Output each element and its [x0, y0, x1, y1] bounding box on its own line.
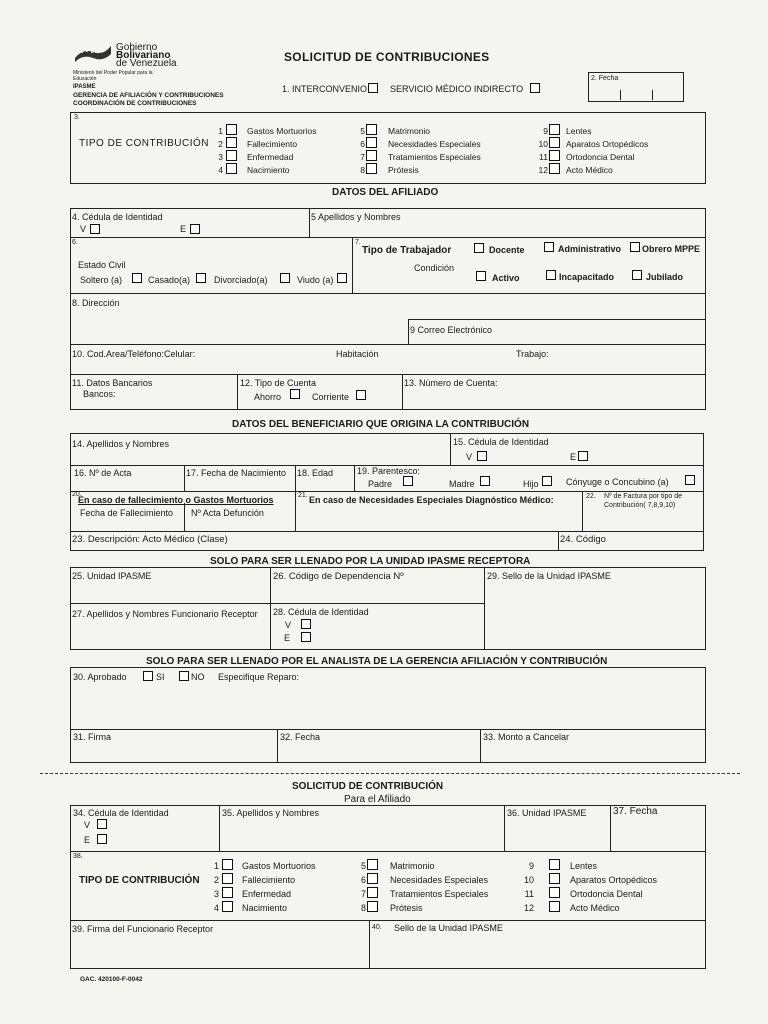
- reparo-label: Especifique Reparo:: [218, 672, 300, 682]
- footer-e-label: E: [84, 835, 91, 845]
- condicion-label: Condición: [414, 263, 455, 273]
- tipo-option-checkbox[interactable]: [549, 887, 560, 898]
- tipo-option-label: Matrimonio: [390, 861, 435, 871]
- unidad-e-label: E: [284, 633, 291, 643]
- tipo-option-number: 1: [213, 861, 219, 871]
- soltero-checkbox[interactable]: [132, 273, 142, 283]
- viudo-label: Viudo (a): [297, 275, 334, 285]
- form-code: GAC. 420100-F-0042: [80, 976, 143, 983]
- field-number: 7.: [355, 239, 361, 246]
- logo-line2: Bolivariano: [116, 50, 171, 61]
- footer-firma-label: 39. Firma del Funcionario Receptor: [72, 924, 214, 934]
- tipo-option-label: Fallecimiento: [247, 139, 298, 149]
- casado-label: Casado(a): [148, 275, 191, 285]
- tipo-option-number: 2: [213, 875, 219, 885]
- tipo-option-checkbox[interactable]: [366, 137, 377, 148]
- tipo-option-label: Aparatos Ortopédicos: [570, 875, 658, 885]
- padre-checkbox[interactable]: [403, 476, 413, 486]
- corriente-label: Corriente: [312, 392, 350, 402]
- footer-title: SOLICITUD DE CONTRIBUCIÓN: [292, 781, 444, 792]
- numero-cuenta-label: 13. Número de Cuenta:: [404, 378, 498, 388]
- tipo-option-number: 7: [360, 152, 365, 162]
- unidad-heading: SOLO PARA SER LLENADO POR LA UNIDAD IPASME RECEPTORA: [210, 556, 531, 567]
- tipo-option-checkbox[interactable]: [367, 859, 378, 870]
- cedula-e-checkbox[interactable]: [190, 224, 200, 234]
- tipo-option-number: 8: [360, 903, 366, 913]
- tipo-contribucion-label: TIPO DE CONTRIBUCIÓN: [79, 138, 210, 149]
- analista-fecha-label: 32. Fecha: [280, 732, 321, 742]
- ministry-name: Ministerio del Poder Popular para la Educación: [73, 70, 153, 82]
- tipo-option-label: Nacimiento: [247, 165, 290, 175]
- dependencia-label: 26. Código de Dependencia Nº: [273, 571, 404, 582]
- codigo-label: 24. Código: [560, 534, 606, 545]
- tipo-option-checkbox[interactable]: [549, 124, 560, 135]
- firma-label: 31. Firma: [73, 732, 112, 742]
- unidad-e-checkbox[interactable]: [301, 632, 311, 642]
- edad-label: 18. Edad: [297, 468, 334, 478]
- tipo-option-label: Tratamientos Especiales: [388, 152, 481, 162]
- ben-e-label: E: [570, 452, 577, 462]
- incapacitado-checkbox[interactable]: [546, 270, 556, 280]
- field-number: 22.: [586, 493, 596, 500]
- footer-cedula-label: 34. Cédula de Identidad: [73, 808, 169, 818]
- divorciado-label: Divorciado(a): [214, 275, 268, 285]
- tipo-option-label: Lentes: [566, 126, 592, 136]
- beneficiario-heading: DATOS DEL BENEFICIARIO QUE ORIGINA LA CONTRIBUCIÓN: [232, 419, 530, 430]
- jubilado-label: Jubilado: [646, 272, 684, 282]
- conyuge-label: Cónyuge o Concubino (a): [566, 477, 669, 487]
- casado-checkbox[interactable]: [196, 273, 206, 283]
- coordinacion-name: COORDINACIÓN DE CONTRIBUCIONES: [73, 100, 197, 107]
- footer-v-label: V: [84, 820, 91, 830]
- gerencia-name: GERENCIA DE AFILIACIÓN Y CONTRIBUCIONES: [73, 92, 224, 99]
- field-number: 40.: [372, 924, 382, 931]
- tipo-cuenta-label: 12. Tipo de Cuenta: [240, 378, 317, 388]
- jubilado-checkbox[interactable]: [632, 270, 642, 280]
- tipo-option-number: 3: [218, 152, 223, 162]
- habitacion-label: Habitación: [336, 349, 379, 359]
- tipo-option-checkbox[interactable]: [367, 873, 378, 884]
- monto-label: 33. Monto a Cancelar: [483, 732, 570, 742]
- tipo-option-number: 8: [360, 165, 365, 175]
- tipo-option-number: 10: [523, 875, 534, 885]
- cedula-label: 4. Cédula de Identidad: [72, 212, 163, 222]
- conyuge-checkbox[interactable]: [685, 475, 695, 485]
- ben-apellidos-label: 14. Apellidos y Nombres: [72, 439, 170, 449]
- tipo-option-checkbox[interactable]: [367, 901, 378, 912]
- field-number: 3.: [74, 114, 80, 121]
- field-number: 21.: [298, 492, 308, 499]
- hijo-checkbox[interactable]: [542, 476, 552, 486]
- tipo-option-label: Acto Médico: [570, 903, 620, 913]
- incapacitado-label: Incapacitado: [559, 272, 615, 282]
- cedula-v-label: V: [80, 224, 87, 234]
- corriente-checkbox[interactable]: [356, 390, 366, 400]
- obrero-checkbox[interactable]: [630, 242, 640, 252]
- tipo-option-number: 10: [538, 139, 548, 149]
- telefono-label: 10. Cod.Area/Teléfono:Celular:: [72, 349, 196, 359]
- logo-line3: de Venezuela: [116, 58, 177, 69]
- aprobado-label: 30. Aprobado: [73, 672, 127, 682]
- tipo-option-checkbox[interactable]: [226, 163, 237, 174]
- tipo-option-label: Necesidades Especiales: [388, 139, 481, 149]
- tipo-option-label: Lentes: [570, 861, 598, 871]
- tipo-option-checkbox[interactable]: [549, 873, 560, 884]
- field-number: 38.: [73, 853, 83, 860]
- afiliado-heading: DATOS DEL AFILIADO: [332, 187, 439, 198]
- administrativo-checkbox[interactable]: [544, 242, 554, 252]
- docente-checkbox[interactable]: [474, 243, 484, 253]
- acta-label: 16. Nº de Acta: [74, 468, 132, 478]
- ahorro-label: Ahorro: [254, 392, 282, 402]
- tipo-option-label: Nacimiento: [242, 903, 288, 913]
- fecha-label: 2. Fecha: [591, 75, 619, 82]
- administrativo-label: Administrativo: [558, 244, 622, 254]
- tipo-option-number: 1: [218, 126, 223, 136]
- tipo-option-number: 6: [360, 139, 365, 149]
- factura-label-1: Nº de Factura por tipo de: [604, 493, 683, 500]
- page-title: SOLICITUD DE CONTRIBUCIONES: [284, 50, 490, 64]
- tipo-option-number: 3: [213, 889, 219, 899]
- estado-civil-label: Estado Civil: [78, 260, 126, 270]
- tipo-option-label: Gastos Mortuorios: [242, 861, 316, 871]
- tipo-option-label: Aparatos Ortopédicos: [566, 139, 649, 149]
- fecha-fallecimiento-label: Fecha de Fallecimiento: [80, 508, 174, 518]
- tipo-option-checkbox[interactable]: [549, 163, 560, 174]
- tipo-option-label: Ortodoncia Dental: [570, 889, 643, 899]
- tipo-option-number: 11: [524, 889, 534, 899]
- footer-tipo-label: TIPO DE CONTRIBUCIÓN: [79, 875, 200, 886]
- ahorro-checkbox[interactable]: [290, 389, 300, 399]
- tipo-option-number: 7: [360, 889, 366, 899]
- footer-subtitle: Para el Afiliado: [344, 794, 411, 805]
- tipo-option-checkbox[interactable]: [549, 137, 560, 148]
- tipo-option-number: 5: [360, 126, 365, 136]
- footer-v-checkbox[interactable]: [97, 819, 107, 829]
- tipo-option-label: Gastos Mortuorios: [247, 126, 317, 136]
- aprobado-si-label: SI: [156, 672, 165, 682]
- interconvenio-label: 1. INTERCONVENIO: [282, 84, 368, 94]
- logo: [73, 44, 113, 62]
- correo-label: 9 Correo Electrónico: [410, 325, 493, 335]
- footer-e-checkbox[interactable]: [97, 834, 107, 844]
- necesidades-label: En caso de Necesidades Especiales Diagnóstico Médico:: [309, 495, 554, 505]
- cut-line: [40, 773, 740, 774]
- tipo-option-checkbox[interactable]: [222, 887, 233, 898]
- tipo-option-label: Necesidades Especiales: [390, 875, 489, 885]
- obrero-label: Obrero MPPE: [642, 244, 701, 254]
- divorciado-checkbox[interactable]: [280, 273, 290, 283]
- activo-label: Activo: [492, 273, 520, 283]
- footer-sello-label: Sello de la Unidad IPASME: [394, 923, 503, 933]
- tipo-option-number: 6: [360, 875, 366, 885]
- padre-label: Padre: [368, 479, 393, 489]
- tipo-option-label: Enfermedad: [247, 152, 294, 162]
- tipo-option-number: 12: [538, 165, 548, 175]
- tipo-option-checkbox[interactable]: [222, 873, 233, 884]
- servicio-medico-checkbox[interactable]: [530, 83, 540, 93]
- tipo-option-checkbox[interactable]: [222, 859, 233, 870]
- direccion-label: 8. Dirección: [72, 298, 120, 308]
- unidad-v-checkbox[interactable]: [301, 619, 311, 629]
- tipo-option-number: 9: [543, 126, 548, 136]
- tipo-option-checkbox[interactable]: [367, 887, 378, 898]
- tipo-option-number: 2: [218, 139, 223, 149]
- afiliado-box: [70, 208, 706, 410]
- tipo-option-label: Matrimonio: [388, 126, 431, 136]
- fallecimiento-label: En caso de fallecimiento o Gastos Mortuorios: [78, 495, 274, 505]
- tipo-option-number: 4: [218, 165, 223, 175]
- cedula-v-checkbox[interactable]: [90, 224, 100, 234]
- tipo-trabajador-label: Tipo de Trabajador: [362, 245, 452, 256]
- madre-checkbox[interactable]: [480, 476, 490, 486]
- docente-label: Docente: [489, 245, 525, 255]
- field-number: 20.: [72, 491, 82, 498]
- tipo-option-label: Tratamientos Especiales: [390, 889, 489, 899]
- logo-line1: Gobierno: [116, 42, 158, 53]
- madre-label: Madre: [449, 479, 475, 489]
- aprobado-no-checkbox[interactable]: [179, 671, 189, 681]
- ben-cedula-label: 15. Cédula de Identidad: [453, 437, 549, 447]
- activo-checkbox[interactable]: [476, 271, 486, 281]
- aprobado-si-checkbox[interactable]: [143, 671, 153, 681]
- apellidos-label: 5 Apellidos y Nombres: [311, 212, 401, 222]
- tipo-option-label: Enfermedad: [242, 889, 292, 899]
- soltero-label: Soltero (a): [80, 275, 123, 285]
- tipo-option-label: Prótesis: [388, 165, 419, 175]
- tipo-option-checkbox[interactable]: [226, 137, 237, 148]
- unidad-v-label: V: [285, 620, 292, 630]
- analista-box: [70, 667, 706, 763]
- footer-apellidos-label: 35. Apellidos y Nombres: [222, 808, 320, 818]
- tipo-option-checkbox[interactable]: [366, 124, 377, 135]
- servicio-medico-label: SERVICIO MÉDICO INDIRECTO: [390, 84, 524, 94]
- tipo-option-number: 9: [528, 861, 534, 871]
- tipo-option-number: 5: [360, 861, 366, 871]
- factura-label-2: Contribución( 7,8,9,10): [604, 502, 676, 509]
- org-name: IPASME: [73, 84, 96, 90]
- sello-label: 29. Sello de la Unidad IPASME: [487, 571, 611, 581]
- footer-unidad-label: 36. Unidad IPASME: [507, 808, 587, 818]
- tipo-option-number: 11: [539, 152, 548, 162]
- tipo-option-label: Fallecimiento: [242, 875, 296, 885]
- logo-flag-icon: [73, 44, 113, 62]
- funcionario-label: 27. Apellidos y Nombres Funcionario Receptor: [72, 609, 258, 619]
- footer-fecha-label: 37. Fecha: [613, 806, 658, 817]
- field-number: 6.: [72, 239, 78, 246]
- tipo-option-checkbox[interactable]: [222, 901, 233, 912]
- ben-v-checkbox[interactable]: [477, 451, 487, 461]
- ben-v-label: V: [466, 452, 473, 462]
- analista-heading: SOLO PARA SER LLENADO POR EL ANALISTA DE LA GERENCIA AFILIACIÓN Y CONTRIBUCIÓN: [146, 656, 608, 667]
- tipo-option-checkbox[interactable]: [366, 150, 377, 161]
- datos-bancarios-label: 11. Datos Bancarios: [72, 378, 153, 388]
- parentesco-label: 19. Parentesco:: [357, 466, 421, 476]
- tipo-option-checkbox[interactable]: [549, 901, 560, 912]
- aprobado-no-label: NO: [191, 672, 205, 682]
- unidad-cedula-label: 28. Cédula de Identidad: [273, 607, 369, 617]
- trabajo-label: Trabajo:: [516, 349, 549, 359]
- interconvenio-checkbox[interactable]: [368, 83, 378, 93]
- tipo-option-checkbox[interactable]: [549, 150, 560, 161]
- viudo-checkbox[interactable]: [337, 273, 347, 283]
- tipo-option-checkbox[interactable]: [549, 859, 560, 870]
- bancos-label: Bancos:: [83, 389, 116, 399]
- cedula-e-label: E: [180, 224, 187, 234]
- unidad-ipasme-label: 25. Unidad IPASME: [72, 571, 152, 581]
- tipo-option-label: Prótesis: [390, 903, 423, 913]
- tipo-option-label: Acto Médico: [566, 165, 613, 175]
- acta-defuncion-label: Nº Acta Defunción: [191, 508, 264, 518]
- tipo-option-checkbox[interactable]: [366, 163, 377, 174]
- tipo-option-number: 12: [523, 903, 534, 913]
- descripcion-label: 23. Descripción: Acto Médico (Clase): [72, 534, 228, 545]
- hijo-label: Hijo: [523, 479, 539, 489]
- tipo-option-checkbox[interactable]: [226, 124, 237, 135]
- ben-e-checkbox[interactable]: [578, 451, 588, 461]
- tipo-option-checkbox[interactable]: [226, 150, 237, 161]
- nacimiento-label: 17. Fecha de Nacimiento: [186, 468, 287, 478]
- tipo-option-label: Ortodoncia Dental: [566, 152, 635, 162]
- tipo-option-number: 4: [213, 903, 219, 913]
